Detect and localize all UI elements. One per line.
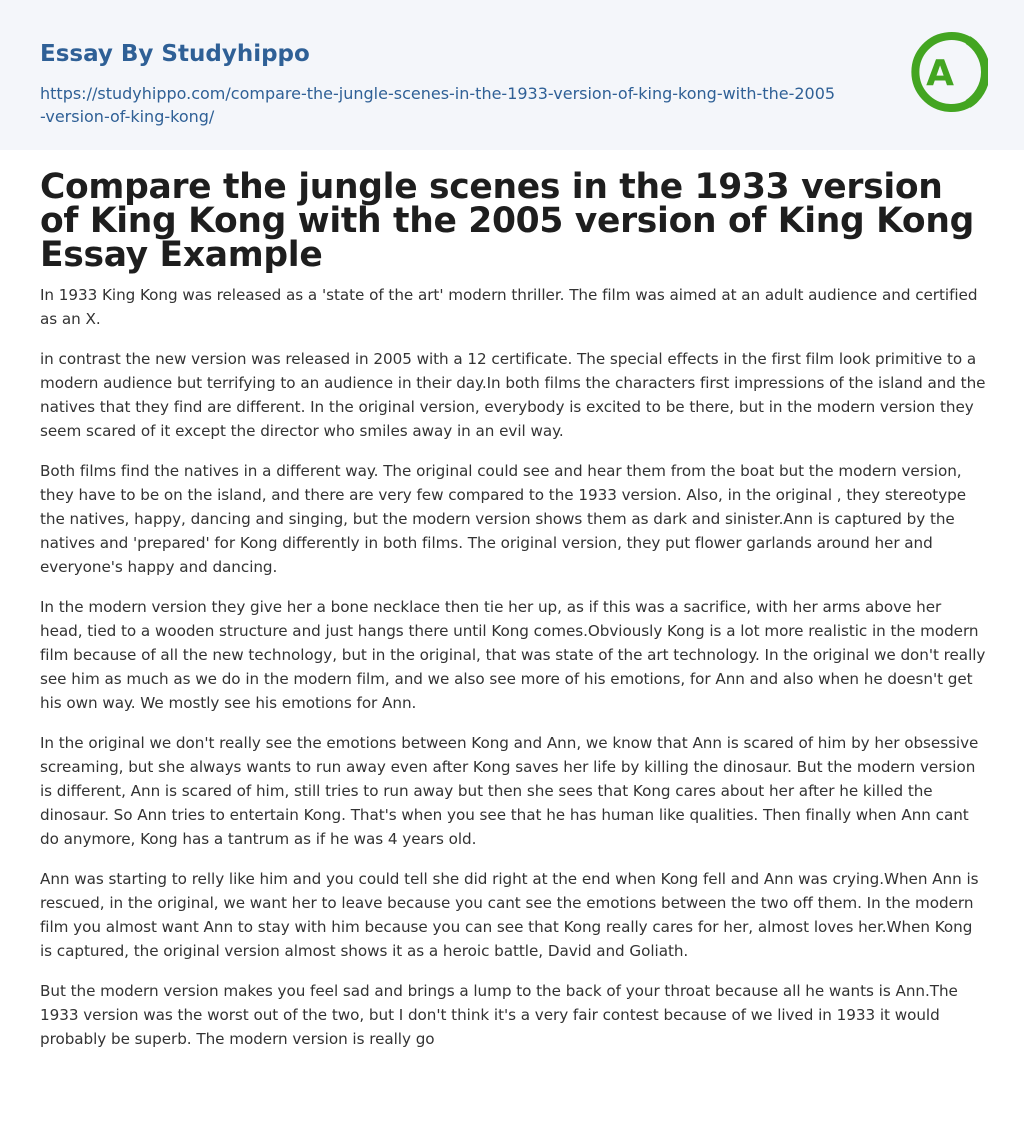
essay-paragraph-2: in contrast the new version was released in 2005 with a 12 certificate. The special effects in the first film look primitive to a modern audience but terrifying to an audience in their day.In both films the characters first impressions of the island and the natives that they find are different. In the original version, everybody is excited to be there, but in the modern version they seem scared of it except the director who smiles away in an evil way.: [40, 350, 986, 440]
essay-paragraph-3: Both films find the natives in a different way. The original could see and hear them from the boat but the modern version, they have to be on the island, and there are very few compared to the 1933 version. Also, in the original , they stereotype the natives, happy, dancing and singing, but the modern version shows them as dark and sinister.Ann is captured by the natives and 'prepared' for Kong differently in both films. The original version, they put flower garlands around her and everyone's happy and dancing.: [40, 462, 967, 576]
essay-paragraph-1: In 1933 King Kong was released as a 'state of the art' modern thriller. The film was aimed at an adult audience and certified as an X.: [40, 286, 978, 328]
site-brand[interactable]: Essay By Studyhippo: [40, 41, 310, 67]
page-url-link[interactable]: https://studyhippo.com/compare-the-jungle-scenes-in-the-1933-version-of-king-kong-with-the-2005-version-of-king-kong/: [40, 84, 836, 126]
essay-title: Compare the jungle scenes in the 1933 version of King Kong with the 2005 version of King Kong Essay Example: [40, 167, 974, 275]
essay-body: [40, 283, 988, 1067]
essay-paragraph-6: Ann was starting to relly like him and you could tell she did right at the end when Kong fell and Ann was crying.When Ann is rescued, in the original, we want her to leave because you cant see the emotions between the two off them. In the modern film you almost want Ann to stay with him because you can see that Kong really cares for her, almost loves her.When Kong is captured, the original version almost shows it as a heroic battle, David and Goliath.: [40, 870, 979, 960]
studyhippo-logo-icon[interactable]: [910, 28, 988, 116]
logo-letter: A: [926, 53, 954, 94]
essay-paragraph-5: In the original we don't really see the emotions between Kong and Ann, we know that Ann is scared of him by her obsessive screaming, but she always wants to run away even after Kong saves her life by killing the dinosaur. But the modern version is different, Ann is scared of him, still tries to run away but then she sees that Kong cares about her after he killed the dinosaur. So Ann tries to entertain Kong. That's when you see that he has human like qualities. Then finally when Ann cant do anymore, Kong has a tantrum as if he was 4 years old.: [40, 734, 979, 848]
site-header: [0, 0, 1024, 150]
essay-paragraph-4: In the modern version they give her a bone necklace then tie her up, as if this was a sacrifice, with her arms above her head, tied to a wooden structure and just hangs there until Kong comes.Obviously Kong is a lot more realistic in the modern film because of all the new technology, but in the original, that was state of the art technology. In the original we don't really see him as much as we do in the modern film, and we also see more of his emotions, for Ann and also when he doesn't get his own way. We mostly see his emotions for Ann.: [40, 598, 986, 712]
essay-paragraph-7: But the modern version makes you feel sad and brings a lump to the back of your throat because all he wants is Ann.The 1933 version was the worst out of the two, but I don't think it's a very fair contest because of we lived in 1933 it would probably be superb. The modern version is really go: [40, 982, 958, 1048]
